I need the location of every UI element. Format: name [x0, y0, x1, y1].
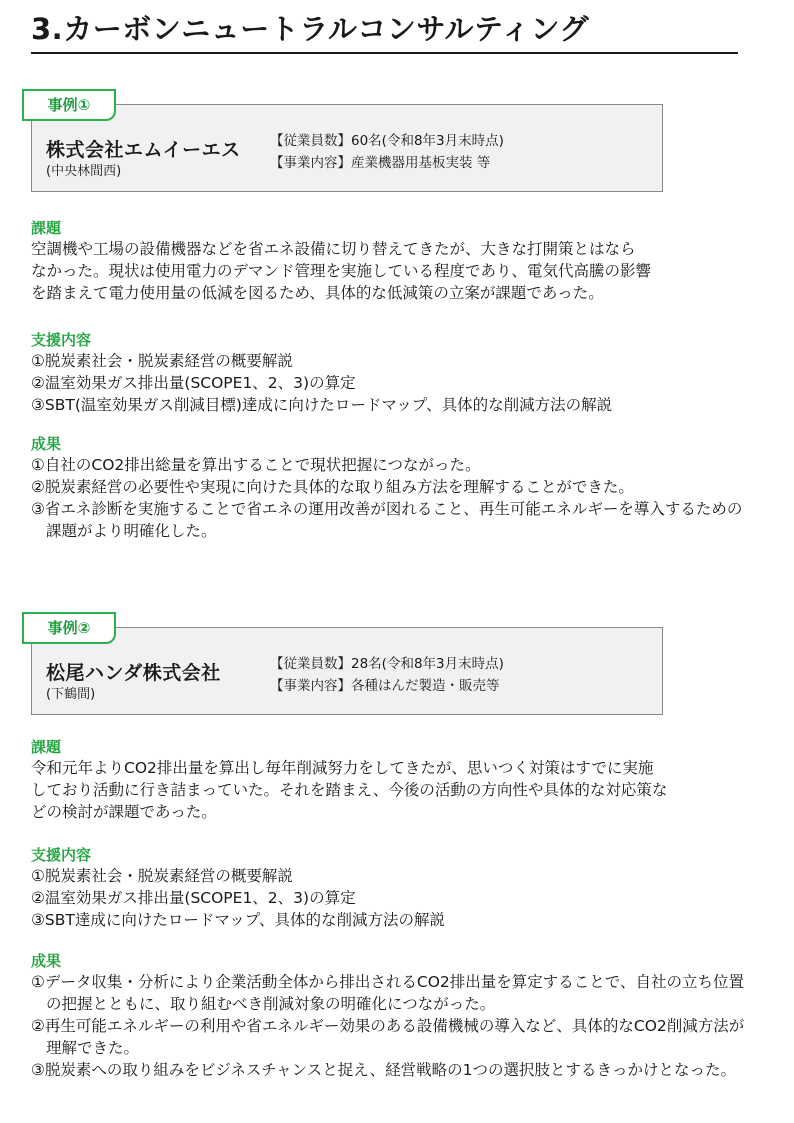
support-item: ③SBT達成に向けたロードマップ、具体的な削減方法の解説 [31, 911, 445, 929]
issue-section [31, 737, 771, 823]
company-area: (下鶴間) [46, 687, 96, 702]
result-item: ①データ収集・分析により企業活動全体から排出されるCO2排出量を算定することで、自社の立ち位置の把握とともに、取り組むべき削減対象の明確化につながった。 [31, 973, 744, 1013]
employees-row [270, 653, 504, 675]
employees-value: 28名(令和8年3月末時点) [351, 656, 504, 672]
result-section [31, 434, 771, 542]
company-name: 株式会社エムイーエス [46, 139, 241, 161]
employees-label: 【従業員数】 [270, 656, 351, 672]
business-row [270, 152, 504, 174]
company-info [270, 130, 504, 174]
support-item: ①脱炭素社会・脱炭素経営の概要解説 [31, 867, 293, 885]
company-name: 松尾ハンダ株式会社 [46, 662, 221, 684]
result-item: ①自社のCO2排出総量を算出することで現状把握につながった。 [31, 456, 481, 474]
case-header-box [31, 96, 663, 192]
employees-value: 60名(令和8年3月末時点) [351, 133, 504, 149]
result-heading: 成果 [31, 952, 62, 970]
support-heading: 支援内容 [31, 846, 92, 864]
support-item: ①脱炭素社会・脱炭素経営の概要解説 [31, 352, 293, 370]
support-item: ②温室効果ガス排出量(SCOPE1、2、3)の算定 [31, 374, 356, 392]
issue-line: しており活動に行き詰まっていた。それを踏まえ、今後の活動の方向性や具体的な対応策な [31, 781, 668, 799]
result-item: ②再生可能エネルギーの利用や省エネルギー効果のある設備機械の導入など、具体的なCO2削減方法が理解できた。 [31, 1017, 745, 1057]
result-item: ③脱炭素への取り組みをビジネスチャンスと捉え、経営戦略の1つの選択肢とするきっかけとなった。 [31, 1061, 736, 1079]
support-item: ②温室効果ガス排出量(SCOPE1、2、3)の算定 [31, 889, 356, 907]
issue-line: 令和元年よりCO2排出量を算出し毎年削減努力をしてきたが、思いつく対策はすでに実施 [31, 759, 654, 777]
issue-section [31, 218, 771, 304]
company-area: (中央林間西) [46, 164, 122, 179]
support-heading: 支援内容 [31, 331, 92, 349]
case-header-box [31, 619, 663, 715]
business-label: 【事業内容】 [270, 678, 351, 694]
issue-heading: 課題 [31, 738, 62, 756]
business-value: 産業機器用基板実装 等 [351, 155, 491, 171]
case-tag: 事例① [22, 89, 116, 121]
employees-row [270, 130, 504, 152]
company-info [270, 653, 504, 697]
issue-line: 空調機や工場の設備機器などを省エネ設備に切り替えてきたが、大きな打開策とはなら [31, 240, 636, 258]
support-section [31, 845, 771, 931]
support-section [31, 330, 771, 416]
employees-label: 【従業員数】 [270, 133, 351, 149]
result-item: ②脱炭素経営の必要性や実現に向けた具体的な取り組み方法を理解することができた。 [31, 478, 634, 496]
result-item: ③省エネ診断を実施することで省エネの運用改善が図れること、再生可能エネルギーを導入するための課題がより明確化した。 [31, 500, 743, 540]
issue-line: なかった。現状は使用電力のデマンド管理を実施している程度であり、電気代高騰の影響 [31, 262, 652, 280]
issue-heading: 課題 [31, 219, 62, 237]
result-section [31, 951, 771, 1081]
result-heading: 成果 [31, 435, 62, 453]
page-title: 3.カーボンニュートラルコンサルティング [31, 10, 738, 54]
business-label: 【事業内容】 [270, 155, 351, 171]
business-value: 各種はんだ製造・販売等 [351, 678, 500, 694]
issue-line: どの検討が課題であった。 [31, 803, 217, 821]
issue-line: を踏まえて電力使用量の低減を図るため、具体的な低減策の立案が課題であった。 [31, 284, 604, 302]
support-item: ③SBT(温室効果ガス削減目標)達成に向けたロードマップ、具体的な削減方法の解説 [31, 396, 613, 414]
case-tag: 事例② [22, 612, 116, 644]
business-row [270, 675, 504, 697]
